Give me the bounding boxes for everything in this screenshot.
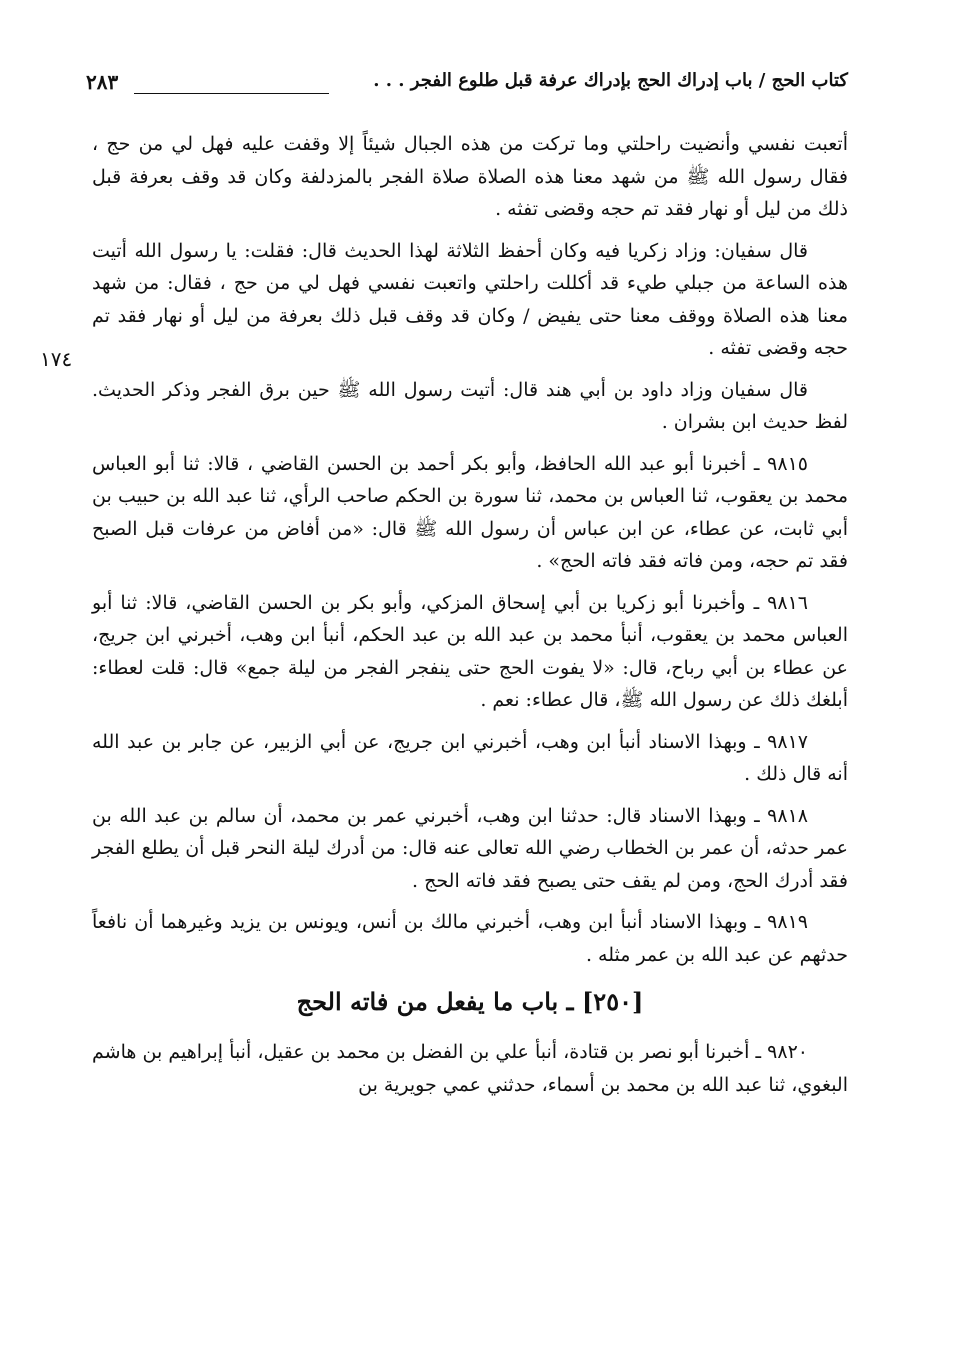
paragraph: قال سفيان وزاد داود بن أبي هند قال: أتيت رسول الله ﷺ حين برق الفجر وذكر الحديث. لفظ حديث ابن بشران . xyxy=(92,378,848,433)
header-title: كتاب الحج / باب إدراك الحج بإدراك عرفة قبل طلوع الفجر . . . xyxy=(373,70,848,91)
page-number: ٢٨٣ xyxy=(86,70,119,94)
paragraph: قال سفيان: وزاد زكريا فيه وكان أحفظ الثلاثة لهذا الحديث قال: فقلت: يا رسول الله أتيت هذه الساعة من جبلي طيء قد أكللت راحلتي واتعبت نفسي فهل لي من حج ، فقال: من شهد معنا هذه الصلاة ووقف معنا حتى يفيض / وكان قد وقف قبل ذلك بعرفة من ليل أو نهار فقد تم حجه وقضى تفثه . xyxy=(92,239,848,359)
running-header xyxy=(86,68,848,104)
hadith-paragraph: ٩٨٢٠ ـ أخبرنا أبو نصر بن قتادة، أنبأ علي بن الفضل بن محمد بن عقيل، أنبأ إبراهيم بن هاشم البغوي، ثنا عبد الله بن محمد بن أسماء، حدثني عمي جويرية بن xyxy=(92,1041,848,1096)
hadith-paragraph: ٩٨١٥ ـ أخبرنا أبو عبد الله الحافظ، وأبو بكر أحمد بن الحسن القاضي ، قالا: ثنا أبو العباس محمد بن يعقوب، ثنا العباس بن محمد، ثنا سورة بن الحكم صاحب الرأي، ثنا عبد الله بن حبيب بن أبي ثابت، عن عطاء، عن ابن عباس أن رسول الله ﷺ قال: «من أفاض من عرفات قبل الصبح فقد تم حجه، ومن فاته فقد فاته الحج» . xyxy=(92,452,848,572)
hadith-paragraph: ٩٨١٧ ـ وبهذا الاسناد أنبأ ابن وهب، أخبرني ابن جريج، عن أبي الزبير، عن جابر بن عبد الله أنه قال ذلك . xyxy=(92,730,848,785)
main-text xyxy=(92,128,848,1110)
margin-page-reference: ١٧٤ xyxy=(40,347,73,371)
section-heading: [٢٥٠] ـ باب ما يفعل من فاته الحج xyxy=(296,987,644,1016)
hadith-paragraph: ٩٨١٨ ـ وبهذا الاسناد قال: حدثنا ابن وهب، أخبرني عمر بن محمد، أن سالم بن عبد الله بن عمر حدثه، أن عمر بن الخطاب رضي الله تعالى عنه قال: من أدرك ليلة النحر قبل أن يطلع الفجر فقد أدرك الحج، ومن لم يقف حتى يصبح فقد فاته الحج . xyxy=(92,804,848,892)
hadith-paragraph: ٩٨١٦ ـ وأخبرنا أبو زكريا بن أبي إسحاق المزكي، وأبو بكر بن الحسن القاضي، قالا: ثنا أبو العباس محمد بن يعقوب، أنبأ محمد بن عبد الله بن عبد الحكم، أنبأ ابن وهب، أخبرني ابن جريج، عن عطاء بن أبي رباح، قال: «لا يفوت الحج حتى ينفجر الفجر من ليلة جمع» قال: قلت لعطاء: أبلغك ذلك عن رسول الله ﷺ، قال عطاء: نعم . xyxy=(92,591,848,711)
header-rule xyxy=(134,93,329,94)
paragraph: أتعبت نفسي وأنضيت راحلتي وما تركت من هذه الجبال شيئاً إلا وقفت عليه فهل لي من حج ، فقال رسول الله ﷺ من شهد معنا هذه الصلاة صلاة الفجر بالمزدلفة وكان قد وقف بعرفة قبل ذلك من ليل أو نهار فقد تم حجه وقضى تفثه . xyxy=(92,133,848,220)
hadith-paragraph: ٩٨١٩ ـ وبهذا الاسناد أنبأ ابن وهب، أخبرني مالك بن أنس، ويونس بن يزيد وغيرهما أن نافعاً حدثهم عن عبد الله بن عمر مثله . xyxy=(92,911,848,966)
